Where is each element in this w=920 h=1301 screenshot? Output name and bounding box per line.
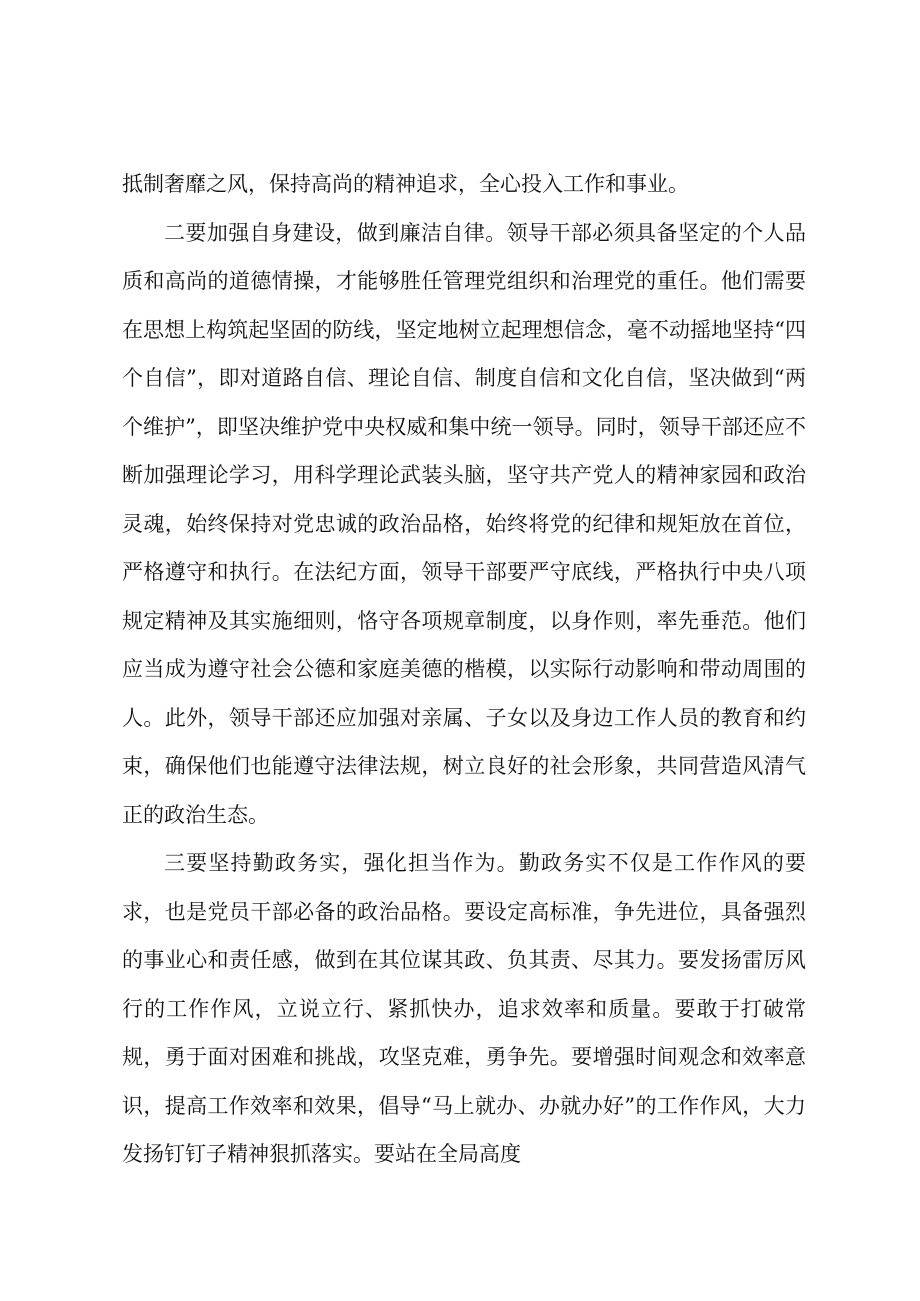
paragraph-second-point: 二要加强自身建设，做到廉洁自律。领导干部必须具备坚定的个人品质和高尚的道德情操，才能够胜任管理党组织和治理党的重任。他们需要在思想上构筑起坚固的防线，坚定地树立起理想信念，毫不动摇地坚持“四个自信”，即对道路自信、理论自信、制度自信和文化自信，坚决做到“两个维护”，即坚决维护党中央权威和集中统一领导。同时，领导干部还应不断加强理论学习，用科学理论武装头脑，坚守共产党人的精神家园和政治灵魂，始终保持对党忠诚的政治品格，始终将党的纪律和规矩放在首位，严格遵守和执行。在法纪方面，领导干部要严守底线，严格执行中央八项规定精神及其实施细则，恪守各项规章制度，以身作则，率先垂范。他们应当成为遵守社会公德和家庭美德的楷模，以实际行动影响和带动周围的人。此外，领导干部还应加强对亲属、子女以及身边工作人员的教育和约束，确保他们也能遵守法律法规，树立良好的社会形象，共同营造风清气正的政治生态。	[122, 220, 806, 827]
paragraph-third-point: 三要坚持勤政务实，强化担当作为。勤政务实不仅是工作作风的要求，也是党员干部必备的政治品格。要设定高标准，争先进位，具备强烈的事业心和责任感，做到在其位谋其政、负其责、尽其力。要发扬雷厉风行的工作作风，立说立行、紧抓快办，追求效率和质量。要敢于打破常规，勇于面对困难和挑战，攻坚克难，勇争先。要增强时间观念和效率意识，提高工作效率和效果，倡导“马上就办、办就办好”的工作作风，大力发扬钉钉子精神狠抓落实。要站在全局高度	[122, 851, 806, 1166]
document-body	[122, 160, 806, 1179]
paragraph-continuation: 抵制奢靡之风，保持高尚的精神追求，全心投入工作和事业。	[122, 172, 689, 196]
